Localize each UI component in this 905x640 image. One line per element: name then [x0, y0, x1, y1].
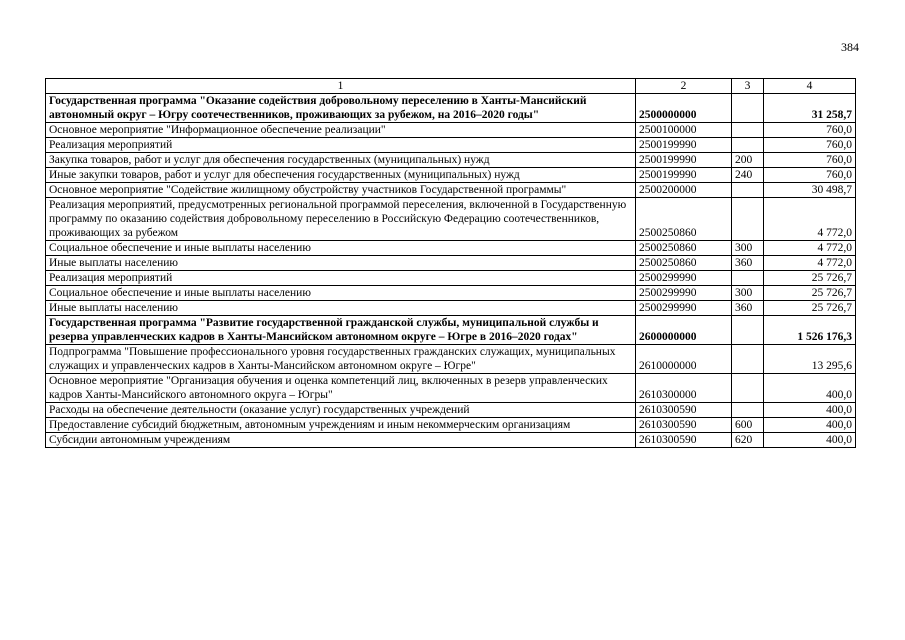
row-vr-cell	[732, 345, 764, 374]
row-sum-cell: 400,0	[764, 403, 856, 418]
row-code-cell: 2500250860	[636, 256, 732, 271]
page-number: 384	[841, 40, 859, 54]
row-code-cell: 2500299990	[636, 286, 732, 301]
row-sum-cell: 25 726,7	[764, 286, 856, 301]
row-vr-cell	[732, 316, 764, 345]
row-name-cell: Субсидии автономным учреждениям	[46, 433, 636, 448]
row-vr-cell	[732, 374, 764, 403]
row-name-cell: Социальное обеспечение и иные выплаты населению	[46, 241, 636, 256]
table-row	[46, 183, 856, 198]
row-name-cell: Реализация мероприятий, предусмотренных региональной программой переселения, включенной в Государственную программу по оказанию содействия добровольному переселению в Российскую Федерацию соотечественников, проживающих за рубежом	[46, 198, 636, 241]
row-vr-cell: 300	[732, 286, 764, 301]
row-sum-cell: 760,0	[764, 123, 856, 138]
row-name-cell: Социальное обеспечение и иные выплаты населению	[46, 286, 636, 301]
table-row	[46, 94, 856, 123]
row-code-cell: 2500199990	[636, 168, 732, 183]
row-name-cell: Подпрограмма "Повышение профессионального уровня государственных гражданских служащих, муниципальных служащих и управленческих кадров в Ханты-Мансийском автономном округе – Югре"	[46, 345, 636, 374]
row-name-cell: Иные закупки товаров, работ и услуг для обеспечения государственных (муниципальных) нужд	[46, 168, 636, 183]
row-vr-cell: 600	[732, 418, 764, 433]
row-vr-cell	[732, 183, 764, 198]
table-row	[46, 433, 856, 448]
row-vr-cell	[732, 94, 764, 123]
row-name-cell: Предоставление субсидий бюджетным, автономным учреждениям и иным некоммерческим организациям	[46, 418, 636, 433]
table-row	[46, 271, 856, 286]
table-row	[46, 316, 856, 345]
row-vr-cell: 620	[732, 433, 764, 448]
row-code-cell: 2610300000	[636, 374, 732, 403]
table-row	[46, 241, 856, 256]
row-sum-cell: 400,0	[764, 418, 856, 433]
row-sum-cell: 760,0	[764, 138, 856, 153]
row-name-cell: Государственная программа "Развитие государственной гражданской службы, муниципальной службы и резерва управленческих кадров в Ханты-Мансийском автономном округе – Югре в 2016–2020 годах"	[46, 316, 636, 345]
row-name-cell: Иные выплаты населению	[46, 256, 636, 271]
row-code-cell: 2500199990	[636, 153, 732, 168]
table-header-row	[46, 79, 856, 94]
row-sum-cell: 13 295,6	[764, 345, 856, 374]
header-col-1: 1	[46, 79, 636, 94]
row-vr-cell	[732, 271, 764, 286]
table-row	[46, 123, 856, 138]
row-vr-cell: 360	[732, 256, 764, 271]
row-code-cell: 2500299990	[636, 271, 732, 286]
row-vr-cell: 240	[732, 168, 764, 183]
row-name-cell: Государственная программа "Оказание содействия добровольному переселению в Ханты-Мансийский автономный округ – Югру соотечественников, проживающих за рубежом, на 2016–2020 годы"	[46, 94, 636, 123]
row-name-cell: Закупка товаров, работ и услуг для обеспечения государственных (муниципальных) нужд	[46, 153, 636, 168]
row-name-cell: Основное мероприятие "Организация обучения и оценка компетенций лиц, включенных в резерв управленческих кадров Ханты-Мансийского автономного округа – Югры"	[46, 374, 636, 403]
row-vr-cell	[732, 123, 764, 138]
row-vr-cell	[732, 198, 764, 241]
row-code-cell: 2500200000	[636, 183, 732, 198]
row-vr-cell	[732, 403, 764, 418]
table-row	[46, 403, 856, 418]
table-row	[46, 345, 856, 374]
row-sum-cell: 30 498,7	[764, 183, 856, 198]
header-col-2: 2	[636, 79, 732, 94]
row-sum-cell: 400,0	[764, 433, 856, 448]
row-name-cell: Реализация мероприятий	[46, 138, 636, 153]
table-row	[46, 198, 856, 241]
table-row	[46, 256, 856, 271]
row-vr-cell: 360	[732, 301, 764, 316]
header-col-3: 3	[732, 79, 764, 94]
row-vr-cell	[732, 138, 764, 153]
table-row	[46, 374, 856, 403]
row-sum-cell: 25 726,7	[764, 271, 856, 286]
header-col-4: 4	[764, 79, 856, 94]
row-code-cell: 2500000000	[636, 94, 732, 123]
budget-table	[45, 78, 856, 448]
row-code-cell: 2610300590	[636, 433, 732, 448]
row-name-cell: Иные выплаты населению	[46, 301, 636, 316]
row-sum-cell: 400,0	[764, 374, 856, 403]
table-row	[46, 138, 856, 153]
row-code-cell: 2610300590	[636, 418, 732, 433]
row-name-cell: Основное мероприятие "Содействие жилищному обустройству участников Государственной программы"	[46, 183, 636, 198]
row-sum-cell: 1 526 176,3	[764, 316, 856, 345]
row-name-cell: Расходы на обеспечение деятельности (оказание услуг) государственных учреждений	[46, 403, 636, 418]
row-sum-cell: 760,0	[764, 168, 856, 183]
row-code-cell: 2610300590	[636, 403, 732, 418]
table-row	[46, 418, 856, 433]
row-name-cell: Реализация мероприятий	[46, 271, 636, 286]
row-code-cell: 2500250860	[636, 241, 732, 256]
row-sum-cell: 25 726,7	[764, 301, 856, 316]
row-vr-cell: 300	[732, 241, 764, 256]
table-row	[46, 168, 856, 183]
row-code-cell: 2500299990	[636, 301, 732, 316]
row-code-cell: 2600000000	[636, 316, 732, 345]
row-sum-cell: 31 258,7	[764, 94, 856, 123]
table-body	[46, 94, 856, 448]
table-row	[46, 301, 856, 316]
row-sum-cell: 4 772,0	[764, 256, 856, 271]
row-sum-cell: 4 772,0	[764, 241, 856, 256]
row-code-cell: 2610000000	[636, 345, 732, 374]
row-vr-cell: 200	[732, 153, 764, 168]
row-code-cell: 2500250860	[636, 198, 732, 241]
row-sum-cell: 760,0	[764, 153, 856, 168]
row-code-cell: 2500199990	[636, 138, 732, 153]
row-name-cell: Основное мероприятие "Информационное обеспечение реализации"	[46, 123, 636, 138]
row-code-cell: 2500100000	[636, 123, 732, 138]
table-row	[46, 286, 856, 301]
table-row	[46, 153, 856, 168]
row-sum-cell: 4 772,0	[764, 198, 856, 241]
